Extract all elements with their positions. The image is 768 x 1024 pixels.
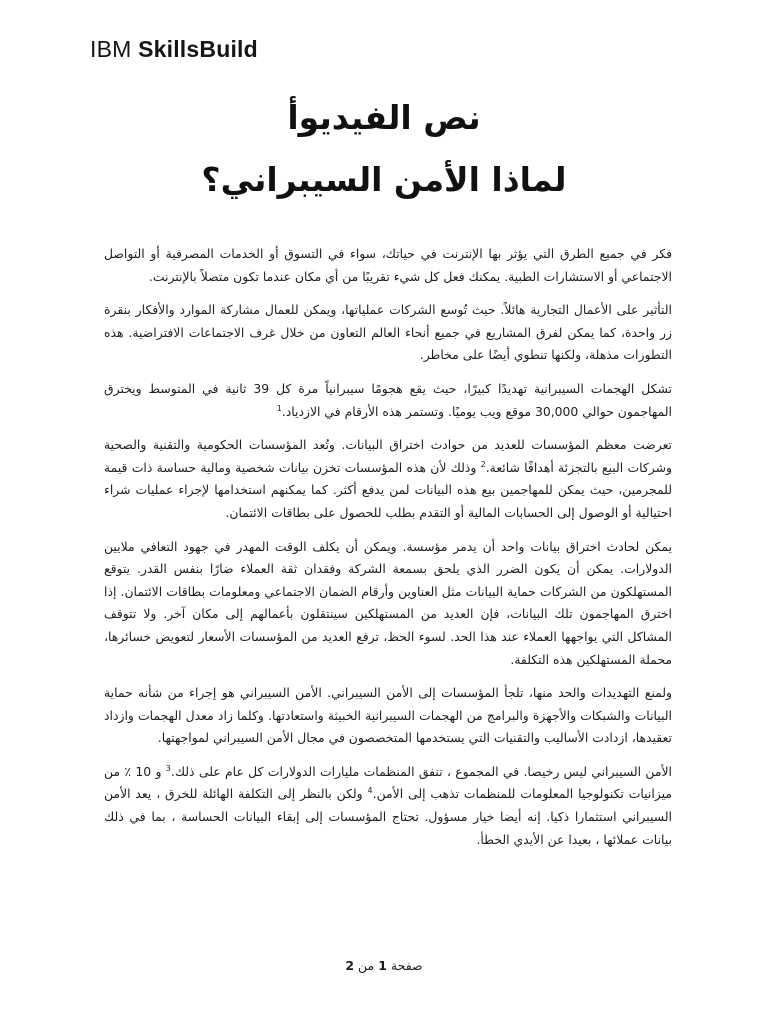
paragraph-4 xyxy=(104,434,672,524)
paragraph-7-text-a: الأمن السيبراني ليس رخيصا. في المجموع ، تنفق المنظمات مليارات الدولارات كل عام على ذلك. xyxy=(170,763,672,779)
paragraph-7-text-b: و 10 ٪ من ميزانيات تكنولوجيا المعلومات للمنظمات تذهب إلى الأمن. xyxy=(104,763,672,802)
document-body xyxy=(104,243,672,862)
document-title: نص الفيديوأ xyxy=(287,98,481,137)
footnote-ref-2: 2 xyxy=(480,459,486,469)
paragraph-4-text-a: تعرضت معظم المؤسسات للعديد من حوادث اختراق البيانات. وتُعد المؤسسات الحكومية والتقنية والصحية وشركات البيع بالتجزئة أهدافًا شائعة. xyxy=(104,437,672,475)
paragraph-2-text: التأثير على الأعمال التجارية هائلاً. حيث تُوسع الشركات عملياتها، ويمكن للعمال مشاركة الموارد والأفكار بنقرة زر واحدة، كما يمكن لفرق المشاريع في جميع أنحاء العالم التعاون من خلال غرف الاجتماعات الافتراضية. هذه التطورات مذهلة، ولكنها تنطوي أيضًا على مخاطر. xyxy=(104,302,672,363)
current-page-number: 1 xyxy=(378,958,387,973)
total-pages-number: 2 xyxy=(345,958,355,973)
footnote-ref-3: 3 xyxy=(165,763,171,773)
paragraph-7-text-c: ولكن بالنظر إلى التكلفة الهائلة للخرق ، يعد الأمن السيبراني استثمارا ذكيا. إنه أيضا خيار مسؤول. تحتاج المؤسسات إلى إبقاء البيانات الحساسة ، بما في ذلك بيانات عملائها ، بعيدا عن الأيدي الخطأ. xyxy=(104,786,672,847)
paragraph-5-text: يمكن لحادث اختراق بيانات واحد أن يدمر مؤسسة. ويمكن أن يكلف الوقت المهدر في جهود التعافي ملايين الدولارات. يمكن أن يكون الضرر الذي يلحق بسمعة الشركة وفقدان ثقة العملاء ضارًا بنفس القدر. يتوقع المستهلكون من الشركات حماية البيانات مثل العناوين وأرقام الضمان الاجتماعي ومعلومات بطاقات الائتمان. إذا اخترق المهاجمون تلك البيانات، فإن العديد من المستهلكين سينتقلون بأعمالهم إلى مكان آخر. ولا تتوقف المشاكل التي يواجهها العملاء عند هذا الحد. لسوء الحظ، ترفع العديد من المؤسسات الأسعار لتعويض خسائرها، محملة المستهلكين هذه التكلفة. xyxy=(104,538,672,667)
paragraph-6 xyxy=(104,682,672,750)
paragraph-1-text: فكر في جميع الطرق التي يؤثر بها الإنترنت في حياتك، سواء في التسوق أو الخدمات المصرفية أو التواصل الاجتماعي أو الاستشارات الطبية. يمكنك فعل كل شيء تقريبًا من أي مكان عندما تكون متصلاً بالإنترنت. xyxy=(104,246,672,284)
page-word: صفحة xyxy=(390,958,423,973)
paragraph-4-text-b: وذلك لأن هذه المؤسسات تخزن بيانات شخصية ومالية حساسة ذات قيمة للمجرمين، حيث يمكن للمهاجمين بيع هذه البيانات لمن يدفع أكثر. كما يمكنهم استخدامها لإجراء عمليات شراء احتيالية أو الوصول إلى الحسابات المالية أو التقدم بطلب للحصول على بطاقات الائتمان. xyxy=(104,459,672,520)
paragraph-1 xyxy=(104,243,672,288)
paragraph-5 xyxy=(104,536,672,672)
footnote-ref-1: 1 xyxy=(276,403,282,413)
page-footer xyxy=(0,958,768,973)
paragraph-7 xyxy=(104,761,672,851)
brand-prefix: IBM xyxy=(90,36,132,62)
paragraph-3 xyxy=(104,378,672,423)
footnote-ref-4: 4 xyxy=(367,786,373,796)
paragraph-6-text: ولمنع التهديدات والحد منها، تلجأ المؤسسات إلى الأمن السيبراني. الأمن السيبراني هو إجراء من شأنه حماية البيانات والشبكات والأجهزة والبرامج من الهجمات السيبرانية الخبيثة واستعادتها. وكلما زاد معدل الهجمات وازداد تعقيدها، ازدادت الأساليب والتقنيات التي يستخدمها المتخصصون في مجال الأمن السيبراني لمواجهتها. xyxy=(104,685,672,746)
document-subtitle: لماذا الأمن السيبراني؟ xyxy=(201,160,567,199)
paragraph-2 xyxy=(104,299,672,367)
of-word: من xyxy=(358,958,375,973)
paragraph-3-text: تشكل الهجمات السيبرانية تهديدًا كبيرًا، حيث يقع هجومًا سيبرانياً مرة كل 39 ثانية في المتوسط ويخترق المهاجمون حوالي 30,000 موقع ويب يوميًا. وتستمر هذه الأرقام في الازدياد. xyxy=(104,380,673,419)
brand-logo xyxy=(90,36,258,63)
brand-name: SkillsBuild xyxy=(138,36,258,62)
